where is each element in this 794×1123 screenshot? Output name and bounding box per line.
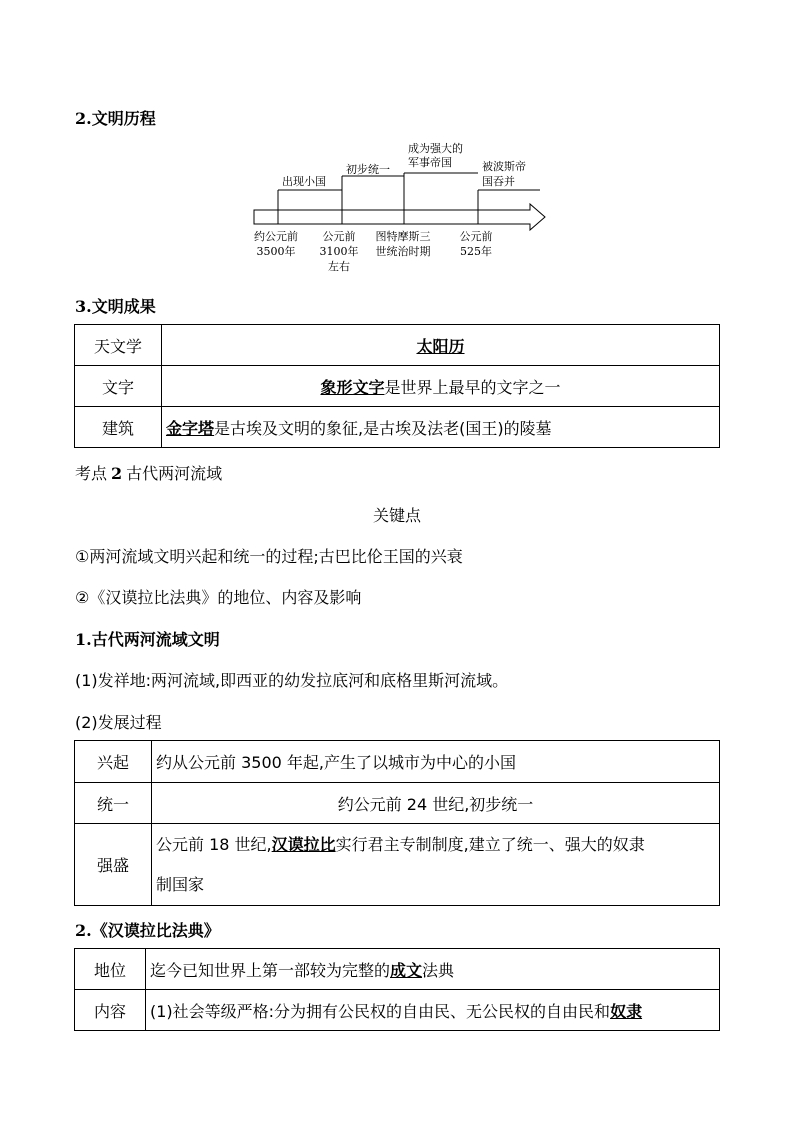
row-text: (1)社会等级严格:分为拥有公民权的自由民、无公民权的自由民和: [150, 1001, 611, 1021]
row-content: [162, 325, 720, 366]
timeline-label-initial-unification: 初步统一: [346, 163, 390, 176]
section-heading-mesopotamia: 1.古代两河流域文明: [75, 630, 220, 649]
section-heading-civilization-achievements: 3.文明成果: [75, 297, 156, 316]
row-content: [152, 824, 720, 906]
development-paragraph: (2)发展过程: [75, 713, 162, 732]
row-label: 天文学: [75, 325, 162, 366]
row-label: 强盛: [75, 824, 152, 906]
row-content: 约公元前 24 世纪,初步统一: [152, 783, 720, 824]
timeline-date-525-1: 公元前: [459, 230, 493, 243]
exam-point-title: [75, 461, 222, 484]
timeline-date-thutmose-2: 世统治时期: [375, 245, 431, 258]
row-label: 建筑: [75, 407, 162, 448]
row-label: 统一: [75, 783, 152, 824]
row-label: 内容: [75, 990, 146, 1031]
section-heading-civilization-history: 2.文明历程: [75, 109, 156, 128]
row-content: [146, 990, 720, 1031]
row-text: 是古埃及文明的象征,是古埃及法老(国王)的陵墓: [214, 418, 552, 438]
table-row: [75, 741, 720, 783]
row-text: 法典: [422, 960, 455, 980]
timeline-label-powerful-1: 成为强大的: [408, 142, 463, 155]
row-text: 是世界上最早的文字之一: [384, 377, 561, 397]
timeline-label-powerful-2: 军事帝国: [408, 156, 452, 169]
section-heading-code: 2.《汉谟拉比法典》: [75, 921, 220, 940]
row-text: 公元前 18 世纪,: [156, 834, 272, 854]
key-term: 太阳历: [416, 336, 465, 356]
row-label: 地位: [75, 949, 146, 990]
table-row: [75, 824, 720, 906]
row-text: 迄今已知世界上第一部较为完整的: [150, 960, 391, 980]
timeline-date-3100-3: 左右: [328, 260, 350, 273]
table-row: [75, 990, 720, 1031]
timeline-label-persia-1: 被波斯帝: [482, 160, 526, 173]
row-label: 兴起: [75, 741, 152, 783]
timeline-diagram: [0, 0, 794, 300]
timeline-date-thutmose-1: 图特摩斯三: [375, 230, 431, 243]
key-point-2: ②《汉谟拉比法典》的地位、内容及影响: [75, 588, 362, 607]
key-term: 成文: [390, 960, 423, 980]
timeline-date-3100-1: 公元前: [322, 230, 356, 243]
row-content: [162, 407, 720, 448]
timeline-date-3500-1: 约公元前: [254, 230, 298, 243]
key-term: 汉谟拉比: [271, 834, 336, 854]
row-content: [146, 949, 720, 990]
key-term: 奴隶: [610, 1001, 643, 1021]
key-point-1: ①两河流域文明兴起和统一的过程;古巴比伦王国的兴衰: [75, 547, 463, 566]
exam-point-number: 2: [111, 464, 123, 483]
row-content: 约从公元前 3500 年起,产生了以城市为中心的小国: [152, 741, 720, 783]
key-points-heading: 关键点: [372, 506, 421, 525]
development-table: [74, 740, 720, 906]
exam-point-name: 古代两河流域: [126, 464, 223, 483]
exam-point-prefix: 考点: [75, 464, 108, 483]
row-text: 制国家: [156, 874, 205, 894]
row-label: 文字: [75, 366, 162, 407]
origin-paragraph: (1)发祥地:两河流域,即西亚的幼发拉底河和底格里斯河流域。: [75, 671, 509, 690]
row-text: 实行君主专制制度,建立了统一、强大的奴隶: [335, 834, 645, 854]
row-content: [162, 366, 720, 407]
timeline-date-3500-2: 3500年: [256, 245, 296, 258]
table-row: [75, 949, 720, 990]
timeline-label-small-states: 出现小国: [282, 175, 326, 188]
code-table: [74, 948, 720, 1031]
timeline-label-persia-2: 国吞并: [482, 175, 515, 188]
table-row: [75, 407, 720, 448]
timeline-date-3100-2: 3100年: [319, 245, 359, 258]
table-row: [75, 783, 720, 824]
key-term: 象形文字: [320, 377, 385, 397]
timeline-date-525-2: 525年: [460, 245, 492, 258]
table-row: [75, 366, 720, 407]
key-term: 金字塔: [166, 418, 215, 438]
achievements-table: [74, 324, 720, 448]
table-row: [75, 325, 720, 366]
